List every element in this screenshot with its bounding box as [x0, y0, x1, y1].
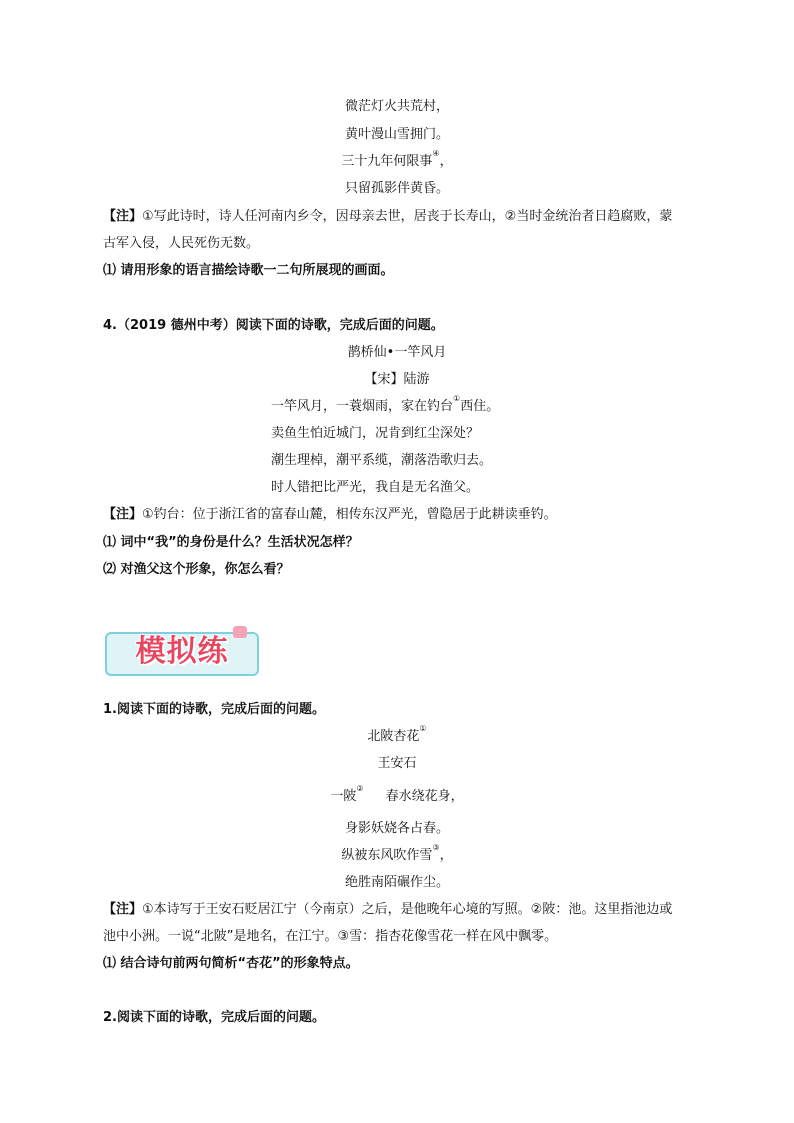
item4-note — [103, 503, 557, 522]
poem1-footnote-marker: ④ — [432, 149, 440, 158]
item4-title: 鹊桥仙•一竿风月 — [347, 345, 447, 360]
item4-line-1a: 一竿风月，一蓑烟雨，家在钓台 — [271, 399, 454, 414]
item4-question-1: ⑴ 词中“我”的身份是什么？生活状况怎样？ — [103, 535, 359, 550]
poem1-line-1: 微茫灯火共荒村， — [344, 99, 449, 114]
item4-line-2: 卖鱼生怕近城门，况肯到红尘深处？ — [271, 426, 480, 441]
practice1-heading: 1.阅读下面的诗歌，完成后面的问题。 — [103, 702, 325, 717]
question-1: ⑴ 请用形象的语言描绘诗歌一二句所展现的画面。 — [103, 263, 394, 278]
poem1-line-3-text: 三十九年何限事 — [341, 154, 433, 169]
item4-note-label: 【注】 — [103, 507, 143, 522]
practice1-line-1 — [0, 785, 794, 804]
poem1-line-3: 三十九年何限事④， — [341, 149, 453, 169]
item4-line-1b: 西住。 — [460, 399, 500, 414]
practice1-line-1-footnote: ② — [356, 784, 364, 793]
practice-section-banner — [101, 626, 263, 676]
practice1-author: 王安石 — [377, 756, 417, 771]
poem1-line-4: 只留孤影伴黄昏。 — [344, 181, 449, 196]
practice1-question-1: ⑴ 结合诗句前两句简析“杏花”的形象特点。 — [103, 956, 359, 971]
note1-text-1: ①写此诗时，诗人任河南内乡令，因母亲去世，居丧于长寿山，②当时金统治者日趋腐败，蒙 — [142, 209, 673, 224]
practice1-line-3-end: ， — [439, 848, 453, 863]
note1-line-1 — [103, 205, 672, 224]
practice1-line-3 — [0, 844, 794, 863]
practice1-note-line-1 — [103, 898, 672, 917]
item4-author: 【宋】陆游 — [364, 372, 430, 387]
item4-footnote-marker: ① — [453, 394, 461, 403]
note1-label: 【注】 — [103, 209, 143, 224]
banner-title: 模拟练 — [135, 634, 229, 669]
note1-line-2: 古军入侵，人民死伤无数。 — [103, 236, 260, 251]
practice1-line-3-footnote: ③ — [432, 843, 440, 852]
item4-line-1 — [271, 395, 499, 414]
practice1-note-text-1: ①本诗写于王安石贬居江宁（今南京）之后，是他晚年心境的写照。②陂：池。这里指池边或 — [142, 902, 673, 917]
item4-heading: 4.（2019 德州中考）阅读下面的诗歌，完成后面的问题。 — [103, 318, 444, 333]
item4-line-4: 时人错把比严光，我自是无名渔父。 — [271, 480, 480, 495]
item4-question-2: ⑵ 对渔父这个形象，你怎么看？ — [103, 562, 290, 577]
practice1-title-text: 北陂杏花 — [367, 729, 420, 744]
practice1-line-1b: 春水绕花身， — [385, 789, 464, 804]
practice2-heading: 2.阅读下面的诗歌，完成后面的问题。 — [103, 1010, 325, 1025]
poem1-line-2: 黄叶漫山雪拥门。 — [344, 127, 449, 142]
practice1-line-1a: 一陂 — [330, 789, 357, 804]
practice1-title — [0, 725, 794, 744]
practice1-line-2: 身影妖娆各占春。 — [344, 821, 449, 836]
item4-note-text: ①钓台：位于浙江省的富春山麓，相传东汉严光，曾隐居于此耕读垂钓。 — [142, 507, 557, 522]
practice1-line-3-text: 纵被东风吹作雪 — [341, 848, 433, 863]
practice1-line-4: 绝胜南陌碾作尘。 — [344, 875, 449, 890]
practice1-note-label: 【注】 — [103, 902, 143, 917]
practice1-note-line-2: 池中小洲。一说“北陂”是地名，在江宁。③雪：指杏花像雪花一样在风中飘零。 — [103, 929, 558, 944]
practice1-title-footnote: ① — [419, 724, 427, 733]
item4-line-3: 潮生理棹，潮平系缆，潮落浩歌归去。 — [271, 453, 493, 468]
